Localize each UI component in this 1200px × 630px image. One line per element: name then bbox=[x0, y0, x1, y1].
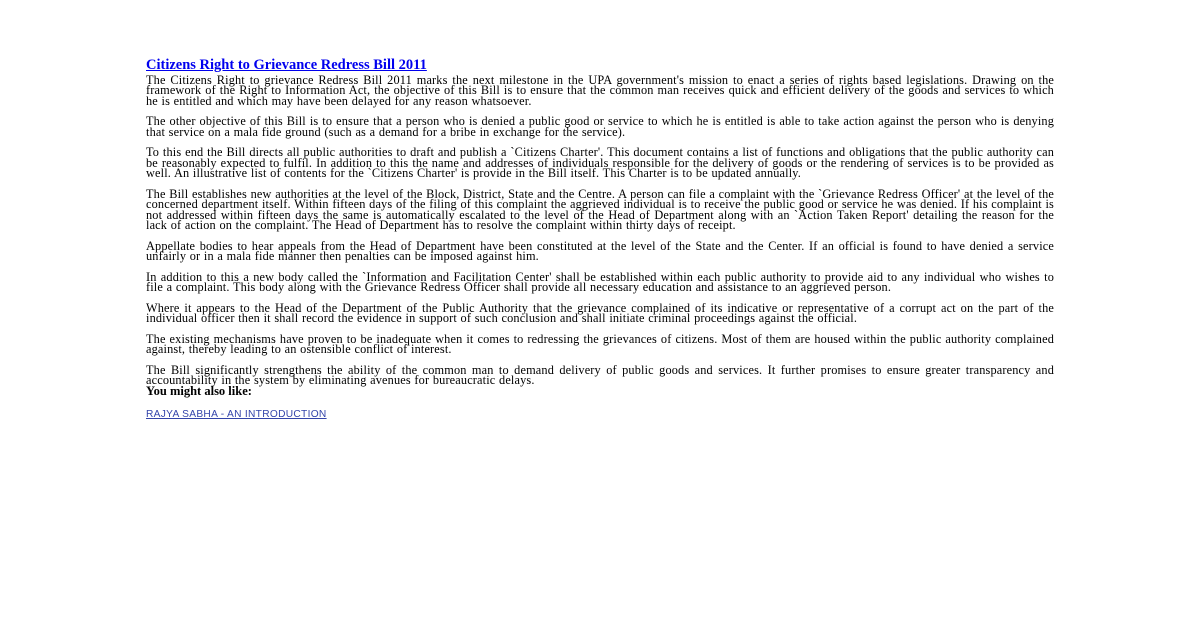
paragraph-9: The Bill significantly strengthens the ability of the common man to demand delivery of public goods and services. It further promises to ensure greater transparency and accountability in the system by eliminating avenues for bureaucratic delays. bbox=[146, 362, 1054, 388]
paragraph-2: The other objective of this Bill is to ensure that a person who is denied a public good or service to which he is entitled is able to take action against the person who is denying that service on a mala fide ground (such as a demand for a bribe in exchange for the service). bbox=[146, 114, 1054, 139]
document-title-link[interactable]: Citizens Right to Grievance Redress Bill 2011 bbox=[146, 57, 427, 73]
paragraph-3: To this end the Bill directs all public authorities to draft and publish a `Citizens Charter'. This document contains a list of functions and obligations that the public authority can be reasonably expected to fulfil. In addition to this the name and addresses of individuals responsible for the delivery of goods or the rendering of services is to be provided as well. An illustrative list of contents for the `Citizens Charter' is provide in the Bill itself. This Charter is to be updated annually. bbox=[146, 145, 1054, 181]
also-like-heading: You might also like: bbox=[146, 384, 252, 399]
paragraph-5: Appellate bodies to hear appeals from the Head of Department have been constituted at the level of the State and the Center. If an official is found to have denied a service unfairly or in a mala fide manner then penalties can be imposed against him. bbox=[146, 238, 1054, 264]
paragraph-7: Where it appears to the Head of the Department of the Public Authority that the grievance complained of its indicative or representative of a corrupt act on the part of the individual officer then it shall record the evidence in support of such conclusion and shall initiate criminal proceedings against the official. bbox=[146, 300, 1054, 326]
paragraph-4: The Bill establishes new authorities at the level of the Block, District, State and the Centre. A person can file a complaint with the `Grievance Redress Officer' at the level of the concerned department itself. Within fifteen days of the filing of this complaint the aggrieved individual is to receive the public good or service he was denied. If his complaint is not addressed within fifteen days the same is automatically escalated to the level of the Head of Department along with an `Action Taken Report' detailing the reason for the lack of action on the complaint. The Head of Department has to resolve the complaint within thirty days of receipt. bbox=[146, 186, 1054, 233]
paragraph-8: The existing mechanisms have proven to be inadequate when it comes to redressing the grievances of citizens. Most of them are housed within the public authority complained against, thereby leading to an ostensible conflict of interest. bbox=[146, 331, 1054, 357]
document-body bbox=[146, 56, 1054, 422]
related-article-link[interactable]: RAJYA SABHA - AN INTRODUCTION bbox=[146, 409, 327, 421]
paragraph-1: The Citizens Right to grievance Redress Bill 2011 marks the next milestone in the UPA government's mission to enact a series of rights based legislations. Drawing on the framework of the Right to Information Act, the objective of this Bill is to ensure that the common man receives quick and efficient delivery of the goods and services to which he is entitled and which may have been delayed for any reason whatsoever. bbox=[146, 73, 1054, 108]
paragraph-6: In addition to this a new body called the `Information and Facilitation Center' shall be established within each public authority to provide aid to any individual who wishes to file a complaint. This body along with the Grievance Redress Officer shall provide all necessary education and assistance to an aggrieved person. bbox=[146, 269, 1054, 295]
